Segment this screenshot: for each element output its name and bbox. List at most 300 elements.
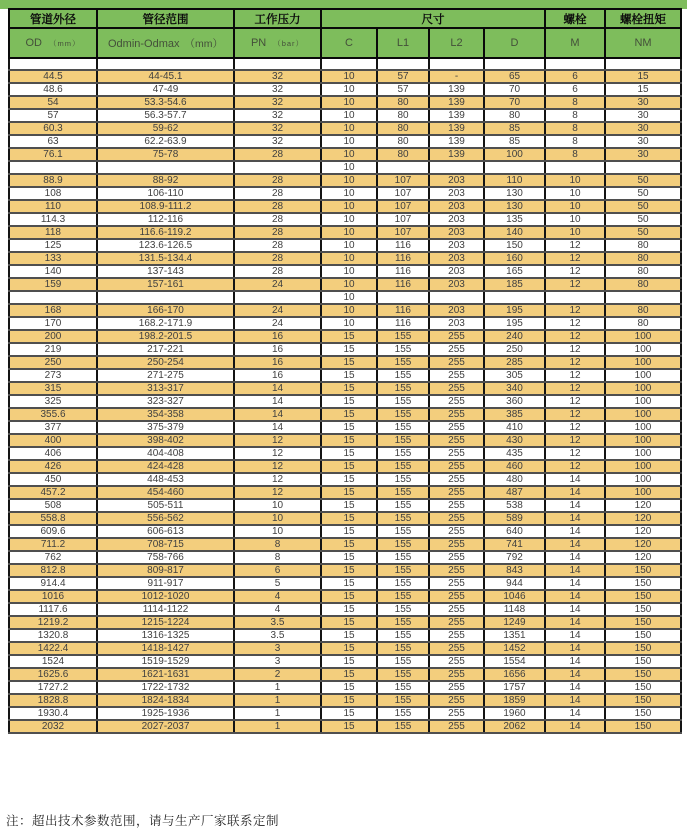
table-cell: 10	[234, 512, 321, 525]
table-cell: 30	[605, 135, 681, 148]
table-cell: 203	[429, 239, 484, 252]
table-cell: 6	[234, 564, 321, 577]
table-cell: 185	[484, 278, 545, 291]
table-row	[9, 122, 681, 135]
table-cell: 10	[321, 96, 377, 109]
table-cell: 375-379	[97, 421, 234, 434]
table-cell: 8	[545, 109, 605, 122]
table-cell: 80	[605, 278, 681, 291]
table-cell: 116	[377, 278, 429, 291]
table-cell	[429, 291, 484, 304]
table-cell: 15	[321, 421, 377, 434]
table-cell: 150	[605, 590, 681, 603]
table-cell: 80	[605, 265, 681, 278]
table-cell: 606-613	[97, 525, 234, 538]
table-cell: 123.6-126.5	[97, 239, 234, 252]
table-cell: 454-460	[97, 486, 234, 499]
table-cell: 80	[605, 252, 681, 265]
table-cell: 385	[484, 408, 545, 421]
table-cell: 14	[545, 564, 605, 577]
table-cell: 155	[377, 473, 429, 486]
table-cell	[9, 58, 97, 70]
table-cell	[545, 291, 605, 304]
table-cell: 14	[234, 395, 321, 408]
table-cell: 155	[377, 577, 429, 590]
table-row	[9, 200, 681, 213]
table-cell: 508	[9, 499, 97, 512]
table-cell: 85	[484, 122, 545, 135]
table-cell: 10	[321, 122, 377, 135]
table-cell: 150	[605, 668, 681, 681]
table-cell: 116	[377, 239, 429, 252]
table-cell: 255	[429, 512, 484, 525]
table-row	[9, 252, 681, 265]
table-row	[9, 681, 681, 694]
table-cell: 155	[377, 603, 429, 616]
table-cell: 155	[377, 408, 429, 421]
table-cell: 150	[605, 642, 681, 655]
table-cell: 1016	[9, 590, 97, 603]
sub-header-odmin-odmax-unit: （mm）	[184, 37, 224, 50]
table-row	[9, 694, 681, 707]
table-cell: 480	[484, 473, 545, 486]
table-cell: 155	[377, 395, 429, 408]
table-cell: 589	[484, 512, 545, 525]
table-cell: 640	[484, 525, 545, 538]
table-cell: 487	[484, 486, 545, 499]
table-cell: 203	[429, 213, 484, 226]
table-cell: 16	[234, 369, 321, 382]
table-row	[9, 187, 681, 200]
table-cell: 30	[605, 109, 681, 122]
table-cell: 14	[545, 668, 605, 681]
table-cell: 70	[484, 83, 545, 96]
table-row	[9, 369, 681, 382]
table-cell: 255	[429, 486, 484, 499]
table-cell: 1554	[484, 655, 545, 668]
table-row	[9, 551, 681, 564]
table-cell: 47-49	[97, 83, 234, 96]
table-cell: 255	[429, 460, 484, 473]
table-cell: 62.2-63.9	[97, 135, 234, 148]
table-row	[9, 616, 681, 629]
table-cell: 108	[9, 187, 97, 200]
table-cell	[484, 58, 545, 70]
table-cell: 65	[484, 70, 545, 83]
table-row	[9, 629, 681, 642]
table-cell: 255	[429, 421, 484, 434]
table-cell: 406	[9, 447, 97, 460]
table-row	[9, 486, 681, 499]
table-cell	[321, 58, 377, 70]
table-cell: 16	[234, 343, 321, 356]
table-cell: 843	[484, 564, 545, 577]
table-cell: 135	[484, 213, 545, 226]
table-cell: 28	[234, 239, 321, 252]
table-cell: 8	[545, 135, 605, 148]
table-cell: 120	[605, 499, 681, 512]
table-row	[9, 356, 681, 369]
table-cell: 15	[321, 707, 377, 720]
table-cell: 12	[545, 278, 605, 291]
table-cell: 255	[429, 590, 484, 603]
table-cell	[97, 161, 234, 174]
table-cell: 155	[377, 720, 429, 733]
sub-header-od	[9, 28, 97, 58]
table-cell: 217-221	[97, 343, 234, 356]
table-cell: 139	[429, 109, 484, 122]
table-cell: 28	[234, 148, 321, 161]
table-cell: 14	[545, 590, 605, 603]
table-cell: 255	[429, 330, 484, 343]
table-cell: 44-45.1	[97, 70, 234, 83]
table-cell: 255	[429, 408, 484, 421]
table-cell: 15	[321, 408, 377, 421]
table-cell: 10	[545, 213, 605, 226]
table-cell: 15	[321, 473, 377, 486]
table-cell: 30	[605, 122, 681, 135]
table-cell: 10	[321, 148, 377, 161]
table-cell: 15	[321, 616, 377, 629]
table-cell: 12	[545, 395, 605, 408]
table-row	[9, 83, 681, 96]
pipe-spec-table	[8, 8, 682, 734]
table-cell: 107	[377, 213, 429, 226]
table-cell: 14	[545, 655, 605, 668]
table-cell: 255	[429, 447, 484, 460]
table-cell: 255	[429, 668, 484, 681]
sub-header-odmin-odmax-main: Odmin-Odmax	[107, 37, 180, 50]
table-row	[9, 174, 681, 187]
table-cell: 15	[605, 70, 681, 83]
table-cell: 139	[429, 96, 484, 109]
table-cell: 255	[429, 551, 484, 564]
table-cell: 155	[377, 421, 429, 434]
sub-header-l2: L2	[429, 28, 484, 58]
table-cell: 556-562	[97, 512, 234, 525]
table-cell: 168.2-171.9	[97, 317, 234, 330]
table-cell: 28	[234, 226, 321, 239]
table-cell: 116.6-119.2	[97, 226, 234, 239]
table-row	[9, 135, 681, 148]
table-cell: 203	[429, 174, 484, 187]
table-row	[9, 317, 681, 330]
table-cell: 32	[234, 135, 321, 148]
header-group-bolt-torque: 螺栓扭矩	[605, 9, 681, 28]
table-cell: 30	[605, 148, 681, 161]
table-row	[9, 58, 681, 70]
table-cell: 114.3	[9, 213, 97, 226]
table-cell: 323-327	[97, 395, 234, 408]
table-cell: 198.2-201.5	[97, 330, 234, 343]
table-body	[9, 58, 681, 733]
table-cell: 100	[605, 473, 681, 486]
table-cell: 48.6	[9, 83, 97, 96]
table-cell: 250	[484, 343, 545, 356]
table-cell: 116	[377, 265, 429, 278]
table-cell: 426	[9, 460, 97, 473]
table-cell: 15	[321, 486, 377, 499]
table-cell: 12	[545, 265, 605, 278]
table-cell: 14	[545, 603, 605, 616]
table-cell: 120	[605, 551, 681, 564]
table-row	[9, 70, 681, 83]
sub-header-l1: L1	[377, 28, 429, 58]
table-cell: 100	[605, 369, 681, 382]
table-cell: 12	[545, 304, 605, 317]
table-cell: 5	[234, 577, 321, 590]
table-cell	[234, 291, 321, 304]
table-row	[9, 96, 681, 109]
table-cell: 10	[234, 499, 321, 512]
table-cell: 100	[605, 460, 681, 473]
table-cell	[97, 58, 234, 70]
table-cell: 100	[484, 148, 545, 161]
table-cell: 203	[429, 265, 484, 278]
table-cell: 139	[429, 83, 484, 96]
table-row	[9, 213, 681, 226]
header-group-pipe-od: 管道外径	[9, 9, 97, 28]
table-cell: 255	[429, 629, 484, 642]
table-row	[9, 278, 681, 291]
table-cell: 100	[605, 343, 681, 356]
table-cell: 10	[321, 317, 377, 330]
table-cell: 1757	[484, 681, 545, 694]
table-cell: 255	[429, 642, 484, 655]
table-cell: 120	[605, 538, 681, 551]
table-cell: 1519-1529	[97, 655, 234, 668]
table-cell: 1	[234, 707, 321, 720]
table-cell	[234, 58, 321, 70]
table-cell: 131.5-134.4	[97, 252, 234, 265]
table-cell: 255	[429, 356, 484, 369]
table-cell: 15	[321, 668, 377, 681]
table-cell: 2027-2037	[97, 720, 234, 733]
table-cell: 75-78	[97, 148, 234, 161]
table-cell: 32	[234, 96, 321, 109]
table-cell: 12	[234, 434, 321, 447]
table-cell: 85	[484, 135, 545, 148]
table-cell: 1828.8	[9, 694, 97, 707]
table-cell: 139	[429, 122, 484, 135]
table-cell: 250	[9, 356, 97, 369]
table-cell: 15	[321, 681, 377, 694]
table-cell: 155	[377, 434, 429, 447]
table-cell	[605, 58, 681, 70]
table-cell: 15	[321, 577, 377, 590]
table-row	[9, 473, 681, 486]
table-cell: 944	[484, 577, 545, 590]
table-cell: 155	[377, 590, 429, 603]
table-cell: 313-317	[97, 382, 234, 395]
table-cell: 116	[377, 304, 429, 317]
table-cell: 12	[545, 447, 605, 460]
table-cell: 355.6	[9, 408, 97, 421]
table-cell: 14	[545, 616, 605, 629]
table-cell: 150	[605, 694, 681, 707]
table-cell: 1859	[484, 694, 545, 707]
table-cell: 14	[234, 382, 321, 395]
table-row	[9, 460, 681, 473]
table-cell: 10	[321, 304, 377, 317]
table-cell: 155	[377, 668, 429, 681]
table-cell	[377, 161, 429, 174]
table-cell: 14	[545, 538, 605, 551]
table-cell: 14	[545, 642, 605, 655]
table-row	[9, 421, 681, 434]
table-cell: 155	[377, 616, 429, 629]
table-cell: 107	[377, 226, 429, 239]
table-cell: 1960	[484, 707, 545, 720]
table-row	[9, 668, 681, 681]
table-cell: 155	[377, 382, 429, 395]
table-cell: 106-110	[97, 187, 234, 200]
table-cell: 914.4	[9, 577, 97, 590]
table-row	[9, 603, 681, 616]
table-cell: 15	[321, 564, 377, 577]
table-cell: 15	[321, 460, 377, 473]
table-row	[9, 447, 681, 460]
table-cell: 3.5	[234, 629, 321, 642]
table-cell: 155	[377, 551, 429, 564]
table-cell: 10	[321, 239, 377, 252]
table-cell: 140	[484, 226, 545, 239]
table-cell: 3	[234, 655, 321, 668]
table-cell: 15	[321, 655, 377, 668]
table-cell: 15	[321, 694, 377, 707]
table-cell: 150	[605, 564, 681, 577]
table-cell: 10	[321, 70, 377, 83]
table-cell: 110	[9, 200, 97, 213]
table-cell: 118	[9, 226, 97, 239]
table-cell: 107	[377, 200, 429, 213]
table-row	[9, 148, 681, 161]
sub-header-pn	[234, 28, 321, 58]
table-cell: 100	[605, 330, 681, 343]
table-cell: 424-428	[97, 460, 234, 473]
table-cell: 14	[545, 486, 605, 499]
table-cell: 1320.8	[9, 629, 97, 642]
table-cell: 24	[234, 278, 321, 291]
table-cell: 80	[377, 148, 429, 161]
table-cell: 1930.4	[9, 707, 97, 720]
table-cell: 1351	[484, 629, 545, 642]
table-cell: 24	[234, 317, 321, 330]
table-cell: 448-453	[97, 473, 234, 486]
table-cell: 108.9-111.2	[97, 200, 234, 213]
table-cell: 435	[484, 447, 545, 460]
table-cell: 195	[484, 317, 545, 330]
table-cell: 398-402	[97, 434, 234, 447]
table-cell: 255	[429, 499, 484, 512]
table-cell: 2032	[9, 720, 97, 733]
table-cell: 155	[377, 707, 429, 720]
table-cell: 14	[545, 694, 605, 707]
table-cell	[377, 291, 429, 304]
table-cell	[234, 161, 321, 174]
table-cell: 53.3-54.6	[97, 96, 234, 109]
table-cell: 50	[605, 226, 681, 239]
table-row	[9, 707, 681, 720]
table-cell: 250-254	[97, 356, 234, 369]
table-cell: 15	[321, 447, 377, 460]
table-cell: 410	[484, 421, 545, 434]
sub-header-od-main: OD	[25, 37, 42, 49]
table-row	[9, 304, 681, 317]
table-cell: 15	[321, 590, 377, 603]
table-cell: 10	[545, 174, 605, 187]
table-cell: 76.1	[9, 148, 97, 161]
table-cell: 1824-1834	[97, 694, 234, 707]
table-cell: 15	[321, 720, 377, 733]
table-row	[9, 343, 681, 356]
table-cell: 741	[484, 538, 545, 551]
table-cell: 15	[321, 512, 377, 525]
table-cell: 4	[234, 590, 321, 603]
table-cell: 125	[9, 239, 97, 252]
table-cell: 100	[605, 395, 681, 408]
table-cell: 107	[377, 174, 429, 187]
table-cell: 12	[545, 434, 605, 447]
table-cell: 255	[429, 707, 484, 720]
table-cell: 116	[377, 317, 429, 330]
table-cell: 6	[545, 83, 605, 96]
table-cell: 150	[484, 239, 545, 252]
table-cell: 911-917	[97, 577, 234, 590]
table-cell: 12	[545, 343, 605, 356]
header-sub-row	[9, 28, 681, 58]
table-cell: 12	[545, 317, 605, 330]
table-cell: 28	[234, 187, 321, 200]
table-cell: 10	[545, 200, 605, 213]
table-row	[9, 226, 681, 239]
table-cell: 15	[321, 603, 377, 616]
table-cell: 28	[234, 200, 321, 213]
table-cell: 14	[545, 499, 605, 512]
table-cell: 112-116	[97, 213, 234, 226]
table-cell: 12	[234, 447, 321, 460]
table-cell	[484, 161, 545, 174]
table-cell: 711.2	[9, 538, 97, 551]
table-cell: 12	[545, 460, 605, 473]
table-cell: 10	[545, 187, 605, 200]
table-cell: 57	[377, 70, 429, 83]
table-cell	[97, 291, 234, 304]
table-cell: 12	[545, 239, 605, 252]
table-cell: 203	[429, 200, 484, 213]
table-cell: 10	[321, 161, 377, 174]
table-cell: 708-715	[97, 538, 234, 551]
table-cell: 59-62	[97, 122, 234, 135]
table-cell: 28	[234, 252, 321, 265]
header-group-working-pressure: 工作压力	[234, 9, 321, 28]
table-cell: 12	[545, 382, 605, 395]
table-cell: 155	[377, 369, 429, 382]
table-cell: 10	[321, 187, 377, 200]
table-cell: 1656	[484, 668, 545, 681]
table-cell: 1452	[484, 642, 545, 655]
table-cell: 110	[484, 174, 545, 187]
table-cell: 155	[377, 694, 429, 707]
footnote: 注：超出技术参数范围，请与生产厂家联系定制	[6, 813, 280, 828]
table-cell: 107	[377, 187, 429, 200]
table-cell: 16	[234, 330, 321, 343]
table-cell: 28	[234, 265, 321, 278]
table-cell: 14	[545, 707, 605, 720]
table-cell: 155	[377, 655, 429, 668]
table-cell: 24	[234, 304, 321, 317]
table-cell: 80	[484, 109, 545, 122]
